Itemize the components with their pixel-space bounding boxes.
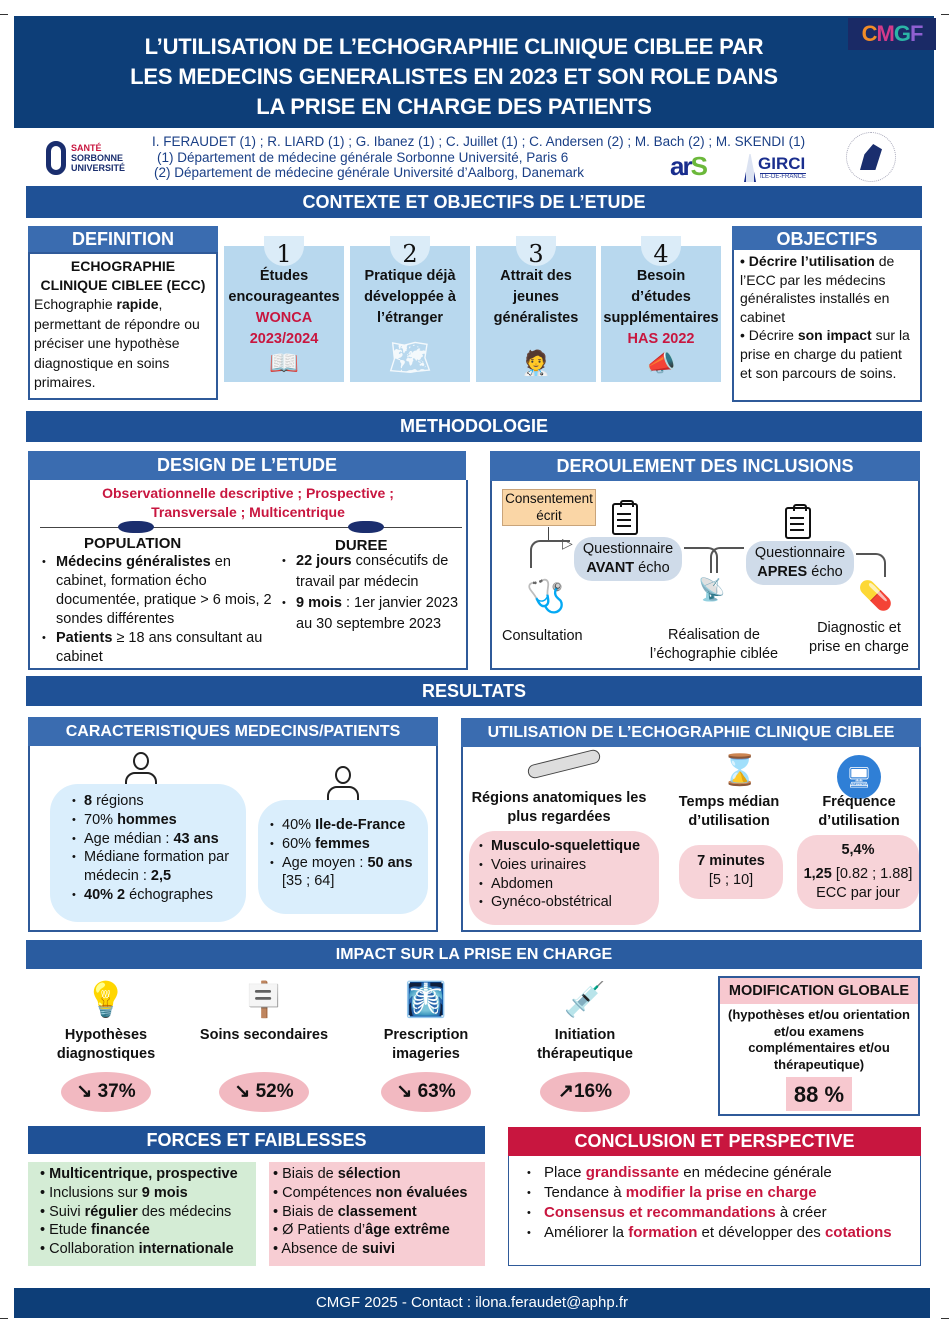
- logo-text: SORBONNE: [71, 153, 124, 163]
- medecins-bubble: [50, 784, 246, 922]
- card-number: 4: [641, 236, 681, 266]
- poster-title: [74, 32, 834, 122]
- step-echographie: Réalisation de l’échographie ciblée: [649, 627, 779, 662]
- card-text: développée à: [364, 289, 456, 305]
- faiblesses-box: [269, 1162, 485, 1266]
- regions-title: Régions anatomiques les plus regardées: [471, 790, 647, 825]
- section-impact-title: IMPACT SUR LA PRISE EN CHARGE: [26, 940, 922, 969]
- list-item: • Biais de classement: [273, 1203, 485, 1222]
- logo-text: S: [690, 151, 706, 181]
- logo-letter: G: [893, 21, 910, 46]
- logo-text: SANTÉ: [71, 143, 102, 153]
- list-item: • 8 régions: [72, 792, 244, 811]
- xray-icon: 🩻: [404, 981, 448, 1019]
- conclusion-box: [508, 1156, 921, 1266]
- card-text: Pratique déjà: [364, 268, 456, 284]
- temps-title: Temps médian d’utilisation: [678, 794, 780, 829]
- utilisation-title: UTILISATION DE L’ECHOGRAPHIE CLINIQUE CIBLEE: [461, 718, 921, 747]
- ars-logo: [670, 151, 706, 182]
- list-item: • Tendance à modifier la prise en charge: [527, 1183, 920, 1203]
- impact-value: ↘ 63%: [381, 1072, 471, 1112]
- card-text: d’études: [631, 289, 691, 305]
- list-item: • 22 jours consécutifs de travail par médecin: [282, 551, 468, 593]
- frequence-value: 1,25 [0.82 ; 1.88]: [803, 866, 913, 882]
- list-item: • Gynéco-obstétrical: [479, 893, 659, 912]
- hourglass-icon: ⌛: [721, 754, 759, 787]
- card-highlight: 2023/2024: [249, 331, 319, 347]
- sorbonne-logo: [46, 140, 146, 176]
- global-text: (hypothèses et/ou orientation et/ou examens complémentaires et/ou thérapeutique): [727, 1007, 910, 1072]
- regions-list: [479, 837, 659, 912]
- list-item: • 40% Ile-de-France: [270, 816, 426, 835]
- ultrasound-probe-icon: 📡: [698, 577, 726, 602]
- flow-arrow: [856, 553, 886, 577]
- card-text: supplémentaires: [603, 310, 719, 326]
- global-value: 88 %: [786, 1077, 852, 1111]
- regions-bubble: [469, 831, 659, 925]
- definition-box: [28, 252, 218, 400]
- temps-value: 7 minutes: [697, 853, 765, 869]
- list-item: • Patients ≥ 18 ans consultant au cabinet: [42, 629, 277, 667]
- list-item: • 70% hommes: [72, 811, 244, 830]
- context-card: [224, 240, 344, 382]
- patients-list: [270, 816, 426, 891]
- patients-bubble: [258, 800, 428, 914]
- megaphone-icon: 📣: [646, 350, 676, 377]
- crop-mark: [941, 14, 949, 15]
- crop-mark: [941, 1318, 949, 1319]
- clipboard-checklist-icon: [785, 507, 811, 539]
- card-number: 2: [390, 236, 430, 266]
- impact-label: Initiation thérapeutique: [537, 1027, 633, 1062]
- population-list: [42, 553, 277, 667]
- trend-down-icon: ↘: [396, 1081, 413, 1102]
- affiliation-1: (1) Département de médecine générale Sorbonne Université, Paris 6: [157, 149, 569, 165]
- logo-letter: F: [909, 21, 923, 46]
- list-item: • Age moyen : 50 ans [35 ; 64]: [270, 854, 426, 892]
- impact-item: [515, 974, 655, 1112]
- world-map-icon: 🗺: [388, 339, 432, 377]
- medecins-list: [72, 792, 244, 905]
- list-item: • Voies urinaires: [479, 856, 659, 875]
- clipboard-checklist-icon: [612, 503, 638, 535]
- list-item: • Médecins généralistes en cabinet, formation écho documentée, pratique > 6 mois, 2 sondes différentes: [42, 553, 277, 629]
- section-resultats-title: RESULTATS: [26, 676, 922, 706]
- section-contexte-title: CONTEXTE ET OBJECTIFS DE L’ETUDE: [26, 186, 922, 218]
- list-item: • Musculo-squelettique: [479, 837, 659, 856]
- impact-item: [194, 974, 334, 1112]
- ultrasound-machine-icon: 🖥: [837, 755, 881, 799]
- card-text: Attrait des: [500, 268, 572, 284]
- title-line: L’UTILISATION DE L’ECHOGRAPHIE CLINIQUE CIBLEE PAR: [144, 34, 764, 59]
- temps-range: [5 ; 10]: [708, 872, 754, 888]
- card-text: Besoin: [636, 268, 686, 284]
- objectifs-box: [732, 250, 922, 402]
- step-diagnostic: Diagnostic et prise en charge: [809, 620, 909, 655]
- list-item: • Age médian : 43 ans: [72, 830, 244, 849]
- list-item: • Absence de suivi: [273, 1240, 485, 1259]
- card-highlight: HAS 2022: [627, 331, 695, 347]
- card-number: 1: [264, 236, 304, 266]
- footer-contact: CMGF 2025 - Contact : ilona.feraudet@aphp.fr: [14, 1288, 930, 1318]
- list-item: • Compétences non évaluées: [273, 1184, 485, 1203]
- impact-value: ↘ 52%: [219, 1072, 309, 1112]
- forces-list: [40, 1165, 256, 1259]
- step-consultation: Consultation: [502, 628, 583, 644]
- frequence-pct: 5,4%: [841, 842, 875, 858]
- syringe-icon: 💉: [563, 981, 607, 1019]
- list-item: • Abdomen: [479, 875, 659, 894]
- duree-list: [282, 551, 468, 635]
- trend-down-icon: ↘: [234, 1081, 251, 1102]
- temps-bubble: [679, 845, 783, 899]
- inclusions-title: DEROULEMENT DES INCLUSIONS: [490, 451, 920, 481]
- section-methodologie-title: METHODOLOGIE: [26, 411, 922, 442]
- card-text: l’étranger: [376, 310, 444, 326]
- girci-logo: [740, 152, 810, 184]
- modification-globale-box: [718, 976, 920, 1116]
- list-item: • Place grandissante en médecine générale: [527, 1163, 920, 1183]
- leaf-ornament-icon: [348, 521, 384, 533]
- arrow-down: [548, 527, 549, 541]
- objectif-1: • Décrire l’utilisation de l’ECC par les médecins généralistes installés en cabinet: [740, 253, 895, 325]
- list-item: • 40% 2 échographes: [72, 886, 244, 905]
- questionnaire-apres: Questionnaire APRES écho: [746, 541, 854, 585]
- inclusions-flow: [490, 481, 920, 670]
- doctor-icon: 🧑‍⚕️: [521, 350, 551, 377]
- title-line: LES MEDECINS GENERALISTES EN 2023 ET SON ROLE DANS: [130, 64, 778, 89]
- list-item: • Suivi régulier des médecins: [40, 1203, 256, 1222]
- card-text: jeunes: [513, 289, 559, 305]
- arrow-head-icon: ▷: [562, 535, 573, 551]
- study-types: Observationnelle descriptive ; Prospective ; Transversale ; Multicentrique: [102, 485, 394, 520]
- forces-faiblesses-title: FORCES ET FAIBLESSES: [28, 1126, 485, 1154]
- design-title: DESIGN DE L’ETUDE: [28, 451, 466, 480]
- impact-label: Hypothèses diagnostiques: [56, 1027, 156, 1062]
- duree-title: DUREE: [335, 537, 388, 554]
- frequence-bubble: [797, 835, 919, 909]
- authors-block: [152, 134, 842, 181]
- list-item: • Biais de sélection: [273, 1165, 485, 1184]
- context-card: [350, 240, 470, 382]
- stethoscope-icon: 🩺: [526, 578, 566, 614]
- frequence-title: Fréquence d’utilisation: [818, 794, 900, 829]
- logo-text: ar: [670, 151, 691, 181]
- book-icon: 📖: [269, 350, 299, 377]
- definition-text: Echographie rapide, permettant de répondre ou préciser une hypothèse diagnostique en soins primaires.: [34, 296, 200, 390]
- conclusion-list: [527, 1163, 920, 1243]
- lightbulb-icon: 💡: [84, 981, 128, 1019]
- global-title: MODIFICATION GLOBALE: [720, 978, 918, 1004]
- context-card: [601, 240, 721, 382]
- poster-header: [14, 16, 934, 128]
- faiblesses-list: [273, 1165, 485, 1259]
- objectifs-title: OBJECTIFS: [732, 226, 922, 252]
- conclusion-title: CONCLUSION ET PERSPECTIVE: [508, 1127, 921, 1156]
- list-item: • Améliorer la formation et développer des cotations: [527, 1223, 920, 1243]
- logo-letter: C: [861, 21, 877, 46]
- logo-text: UNIVERSITÉ: [71, 163, 126, 173]
- consent-box: Consentement écrit: [502, 489, 596, 526]
- card-text: encourageantes: [228, 289, 340, 305]
- crop-mark: [0, 14, 8, 15]
- title-line: LA PRISE EN CHARGE DES PATIENTS: [256, 94, 652, 119]
- pill-capsule-icon: 💊: [858, 580, 893, 611]
- forces-box: [28, 1162, 256, 1266]
- impact-item: [36, 974, 176, 1112]
- eiffel-tower-icon: [744, 154, 756, 182]
- leaf-ornament-icon: [118, 521, 154, 533]
- divider: [40, 527, 462, 528]
- authors-names: I. FERAUDET (1) ; R. LIARD (1) ; G. Ibanez (1) ; C. Juillet (1) ; C. Andersen (2) ; M. Bach (2) ; M. SKENDI (1): [152, 134, 806, 149]
- impact-label: Prescription imageries: [383, 1027, 469, 1062]
- bone-icon: [526, 748, 601, 779]
- aalborg-emblem-icon: [860, 144, 882, 170]
- frequence-unit: ECC par jour: [816, 885, 900, 901]
- trend-down-icon: ↘: [76, 1081, 93, 1102]
- logo-text: ILE-DE-FRANCE: [760, 174, 807, 180]
- impact-value: ↗16%: [540, 1072, 630, 1112]
- logo-letter: M: [876, 21, 894, 46]
- list-item: • 9 mois : 1er janvier 2023 au 30 septembre 2023: [282, 593, 468, 635]
- population-title: POPULATION: [84, 535, 182, 552]
- aalborg-university-logo: [846, 132, 896, 182]
- list-item: • Multicentrique, prospective: [40, 1165, 256, 1184]
- flow-arrow: [710, 547, 744, 573]
- logo-text: GIRCI: [758, 154, 806, 173]
- card-highlight: WONCA: [255, 310, 313, 326]
- impact-item: [356, 974, 496, 1112]
- utilisation-box: [461, 747, 921, 932]
- caracteristiques-box: [28, 746, 438, 932]
- card-text: généralistes: [493, 310, 579, 326]
- list-item: • 60% femmes: [270, 835, 426, 854]
- definition-term: CLINIQUE CIBLEE (ECC): [40, 277, 206, 293]
- impact-label: Soins secondaires: [199, 1027, 329, 1043]
- list-item: • Consensus et recommandations à créer: [527, 1203, 920, 1223]
- list-item: • Etude financée: [40, 1221, 256, 1240]
- trend-up-icon: ↗: [558, 1081, 574, 1102]
- questionnaire-avant: Questionnaire AVANT écho: [574, 537, 682, 581]
- context-card: [476, 240, 596, 382]
- sorbonne-s-icon: [46, 141, 66, 175]
- list-item: • Ø Patients d’âge extrême: [273, 1221, 485, 1240]
- definition-title: DEFINITION: [28, 226, 218, 252]
- list-item: • Médiane formation par médecin : 2,5: [72, 848, 244, 886]
- card-text: Études: [259, 268, 309, 284]
- crop-mark: [0, 1318, 8, 1319]
- design-box: [28, 480, 468, 670]
- list-item: • Inclusions sur 9 mois: [40, 1184, 256, 1203]
- signpost-icon: 🪧: [242, 981, 286, 1019]
- objectif-2: • Décrire son impact sur la prise en charge du patient et son parcours de soins.: [740, 327, 910, 381]
- caracteristiques-title: CARACTERISTIQUES MEDECINS/PATIENTS: [28, 717, 438, 746]
- affiliation-2: (2) Département de médecine générale Université d’Aalborg, Danemark: [154, 165, 584, 180]
- list-item: • Collaboration internationale: [40, 1240, 256, 1259]
- definition-term: ECHOGRAPHIE: [70, 258, 176, 274]
- cmgf-logo: [848, 18, 936, 50]
- impact-value: ↘ 37%: [61, 1072, 151, 1112]
- card-number: 3: [516, 236, 556, 266]
